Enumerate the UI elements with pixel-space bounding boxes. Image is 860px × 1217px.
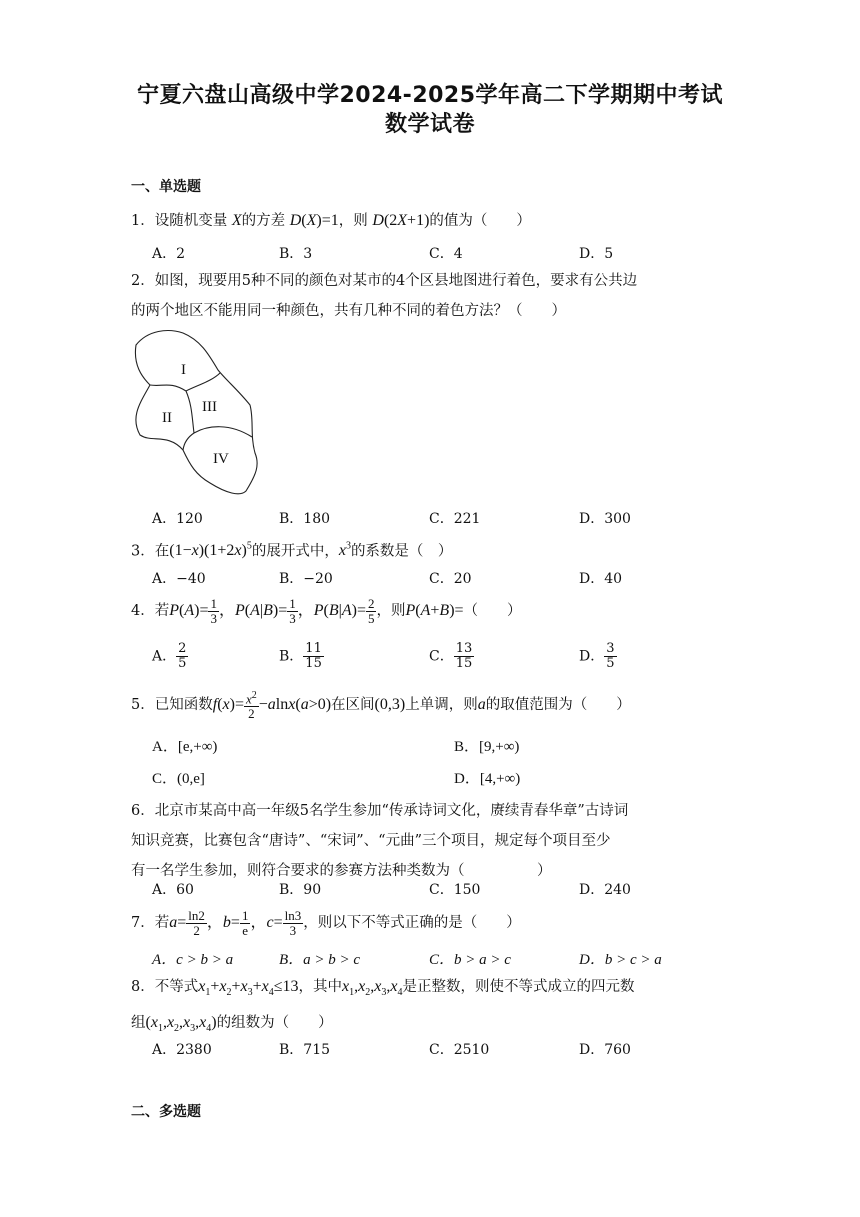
option-a[interactable]: A．2	[152, 246, 186, 262]
section-heading-single-choice: 一、单选题	[131, 179, 201, 195]
option-d[interactable]: D．5	[579, 246, 614, 262]
question-text: 的取值范围为（ ）	[485, 697, 631, 713]
option-a[interactable]: A．−40	[152, 571, 206, 587]
option-a[interactable]: A．[e,+∞)	[152, 739, 218, 755]
option-a[interactable]: A．60	[152, 882, 194, 898]
question-6-options	[152, 879, 752, 903]
region-label-ii: II	[162, 410, 172, 426]
question-text: 3．在	[131, 543, 170, 560]
option-b[interactable]: B．a > b > c	[279, 952, 361, 968]
question-text: ，则	[338, 213, 368, 229]
region-label-iii: III	[202, 399, 217, 415]
option-b[interactable]: B．−20	[279, 571, 333, 587]
question-7-options	[152, 948, 752, 972]
option-b[interactable]: B．3	[279, 246, 313, 262]
question-text: 有一名学生参加，则符合要求的参赛方法种类数为（ ）	[131, 863, 552, 879]
question-text: ，则	[376, 603, 406, 619]
option-d[interactable]: D．b > c > a	[579, 952, 662, 968]
question-text: 7．若	[131, 915, 170, 931]
question-8	[131, 972, 731, 1044]
question-3	[131, 532, 731, 566]
question-text: 8．不等式	[131, 979, 199, 995]
question-text: 4．若	[131, 603, 170, 619]
question-2	[131, 266, 731, 326]
option-d[interactable]: D．[4,+∞)	[454, 771, 521, 787]
question-text: 的两个地区不能用同一种颜色，共有几种不同的着色方法？（ ）	[131, 303, 566, 319]
question-text: 的系数是（ ）	[350, 543, 453, 560]
option-a[interactable]: A．c > b > a	[152, 952, 234, 968]
math-expression: a= $\frac{\ln 2}{2}$ ，b= $\frac{1}{e}$ ，c= $\frac{\ln 3}{3}$	[169, 907, 302, 938]
region-label-i: I	[181, 362, 186, 378]
question-text: 的方差	[241, 213, 286, 229]
question-4	[131, 594, 731, 628]
option-c[interactable]: C．2510	[429, 1042, 490, 1058]
option-c[interactable]: C．b > a > c	[429, 952, 511, 968]
option-b[interactable]: B．715	[279, 1042, 331, 1058]
question-text: 是正整数，则使不等式成立的四元数	[402, 979, 635, 995]
region-label-iv: IV	[213, 451, 229, 467]
option-c[interactable]: C．4	[429, 246, 463, 262]
option-d[interactable]: D． $\frac{3}{5}$	[579, 641, 615, 671]
option-a[interactable]: A．120	[152, 511, 203, 527]
math-expression: $x^3$	[338, 541, 351, 560]
math-expression: $x_1+x_2+x_3+x_4\le 13$	[198, 978, 299, 999]
question-text: 的值为（ ）	[429, 213, 531, 229]
math-expression: P(A+B)=	[405, 602, 464, 619]
math-expression: (0,3)	[374, 696, 406, 713]
question-text: 5．已知函数	[131, 697, 213, 713]
question-text: 组	[131, 1015, 146, 1032]
question-5	[131, 688, 731, 722]
question-text: 设随机变量	[154, 213, 228, 229]
option-b[interactable]: B．180	[279, 511, 331, 527]
section-heading-multiple-choice: 二、多选题	[131, 1104, 201, 1120]
option-d[interactable]: D．760	[579, 1042, 631, 1058]
question-text: ，则以下不等式正确的是（ ）	[303, 915, 521, 931]
question-3-options	[152, 568, 752, 592]
question-6	[131, 796, 731, 886]
math-expression: $(1-x)(1+2x)^5$	[169, 541, 252, 560]
question-2-options	[152, 508, 752, 532]
question-text: 知识竞赛，比赛包含“唐诗”、“宋词”、“元曲”三个项目，规定每个项目至少	[131, 833, 611, 849]
question-1-options	[152, 243, 752, 267]
question-5-options-row-2	[152, 767, 752, 791]
question-5-options-row-1	[152, 735, 752, 759]
question-text: 上单调，则	[405, 697, 478, 713]
question-text: 6．北京市某高中高一年级5名学生参加“传承诗词文化，赓续青春华章”古诗词	[131, 803, 629, 819]
question-text: 在区间	[331, 697, 375, 713]
option-b[interactable]: B．[9,+∞)	[454, 739, 520, 755]
question-text: 2．如图，现要用5种不同的颜色对某市的4个区县地图进行着色，要求有公共边	[131, 273, 638, 289]
math-expression: P(A)= $\frac{1}{3}$ ，P(A|B)= $\frac{1}{3}$ ，P(B|A)= $\frac{2}{5}$	[169, 595, 375, 626]
option-c[interactable]: C．(0,e]	[152, 771, 205, 787]
option-b[interactable]: B．90	[279, 882, 322, 898]
option-d[interactable]: D．240	[579, 882, 631, 898]
question-8-options	[152, 1039, 752, 1063]
question-7	[131, 906, 731, 940]
county-map-figure	[128, 325, 260, 500]
option-c[interactable]: C． $\frac{13}{15}$	[429, 641, 473, 671]
question-4-options	[152, 642, 752, 676]
question-text: （ ）	[463, 603, 522, 619]
option-c[interactable]: C．20	[429, 571, 472, 587]
option-d[interactable]: D．300	[579, 511, 631, 527]
page-subtitle: 数学试卷	[384, 112, 475, 137]
question-text: 的组数为（ ）	[216, 1015, 333, 1032]
math-expression: $x_1,x_2,x_3,x_4$	[342, 978, 403, 999]
question-1	[131, 206, 731, 236]
math-expression: D(2X+1)	[372, 212, 430, 229]
math-expression: $(x_1,x_2,x_3,x_4)$	[145, 1014, 217, 1035]
option-c[interactable]: C．150	[429, 882, 481, 898]
option-d[interactable]: D．40	[579, 571, 623, 587]
math-expression: a	[477, 696, 486, 713]
page-title: 宁夏六盘山高级中学2024-2025学年高二下学期期中考试	[136, 83, 724, 108]
option-a[interactable]: A． $\frac{2}{5}$	[152, 641, 187, 671]
math-expression: f(x)= $\frac{x^2}{2}$ −alnx(a>0)	[212, 690, 332, 722]
option-b[interactable]: B． $\frac{11}{15}$	[279, 641, 322, 671]
option-a[interactable]: A．2380	[152, 1042, 212, 1058]
question-text: ，其中	[298, 979, 343, 995]
math-expression: X	[231, 212, 242, 229]
question-text: 的展开式中，	[251, 543, 339, 560]
question-number: 1．	[131, 213, 155, 229]
option-c[interactable]: C．221	[429, 511, 481, 527]
math-expression: D(X)=1	[289, 212, 339, 229]
